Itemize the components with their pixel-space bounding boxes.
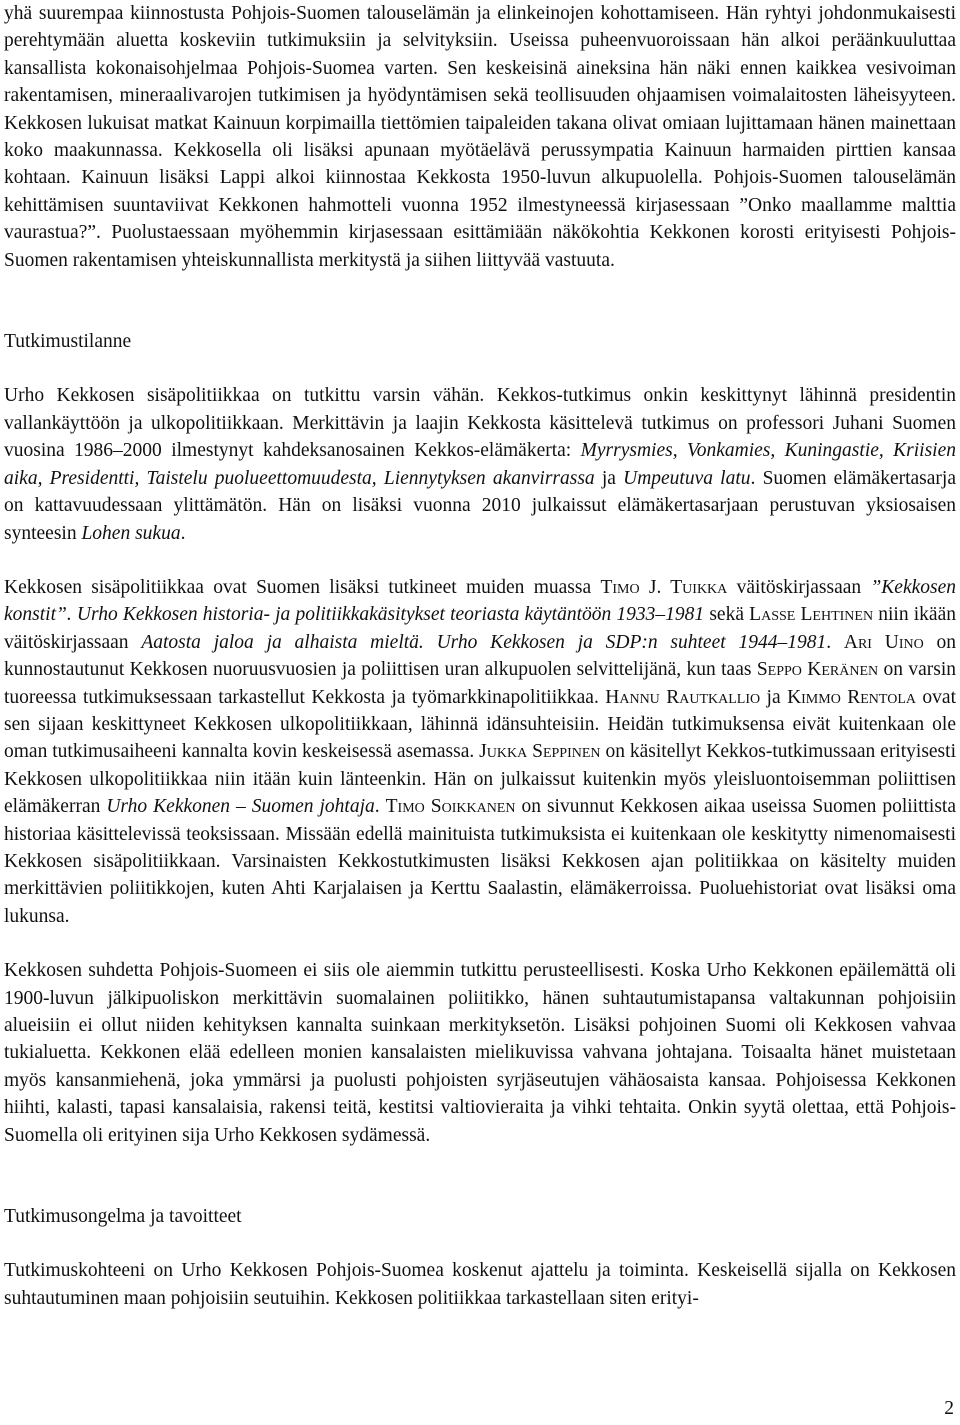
text-run: sekä (704, 604, 750, 626)
author-name: Jukka Seppinen (479, 741, 601, 763)
author-name: Ari Uino (843, 631, 924, 653)
text-run: . (374, 796, 386, 818)
text-run: ja (594, 467, 624, 489)
text-run: Kekkosen sisäpolitiikkaa ovat Suomen lisäksi tutkineet muiden muassa (4, 576, 601, 598)
author-name: Kimmo Rentola (787, 686, 916, 708)
text-run: Urho Kekkosen sisäpolitiikkaa on tutkittu varsin vähän. Kekkos-tutkimus onkin keskittynyt lähinnä presidentin vallankäyttöön ja ulkopolitiikkaan. Merkittävin ja laajin Kekkosta käsittelevä tutkimus on professori Juhani Suomen vuosina 1986–2000 ilmestynyt kahdeksanosainen Kekkos-elämäkerta: (4, 385, 956, 462)
text-run: on varsin tuoreessa tutkimuksessaan tarkastellut Kekkosta ja työmarkkinapolitiikkaa. (4, 659, 957, 708)
paragraph-spacer (4, 930, 956, 957)
paragraph-research-status (4, 382, 956, 546)
text-run: niin ikään väitöskirjassaan (4, 604, 956, 653)
book-title: Umpeutuva latu (623, 467, 751, 489)
text-run: ja (760, 686, 788, 708)
intro-paragraph: yhä suurempaa kiinnostusta Pohjois-Suomen talouselämän ja elinkeinojen kohottamiseen. Hän ryhtyi johdonmukaisesti perehtymään aluetta koskeviin tutkimuksiin ja selvityksiin. Useissa puheenvuoroissaan hän alkoi peräänkuuluttaa kansallista kokonaisohjelmaa Pohjois-Suomea varten. Sen keskeisinä aineksina hän näki ennen kaikkea vesivoiman rakentamisen, mineraalivarojen tutkimisen ja hyödyntämisen sekä teollisuuden ohjaamisen voimalaitosten läheisyyteen. Kekkosen lukuisat matkat Kainuun korpimailla tiettömien taipaleiden takana olivat omiaan lujittamaan hänen mainettaan koko maakunnassa. Kekkosella oli lisäksi apunaan myötäelävä perussympatia Kainuun harmaiden pirttien kansaa kohtaan. Kainuun lisäksi Lappi alkoi kiinnostaa Kekkosta 1950-luvun alkupuolella. Pohjois-Suomen talouselämän kehittämisen suuntaviivat Kekkonen hahmotteli vuonna 1952 ilmestyneessä kirjasessaan ”Onko maallamme malttia vaurastua?”. Puolustaessaan myöhemmin kirjasessaan esittämiään näkökohtia Kekkonen korosti erityisesti Pohjois-Suomen rakentamisen yhteiskunnallista merkitystä ja siihen liittyvää vastuuta. (4, 3, 956, 271)
section-spacer (4, 274, 956, 328)
author-name: Timo J. Tuikka (600, 576, 728, 598)
paragraph-other-researchers (4, 574, 956, 930)
text-run: on käsitellyt Kekkos-tutkimussaan erityisesti Kekkosen ulkopolitiikkaa niin itään kuin länteenkin. Hän on julkaissut kuitenkin myös yleisluontoisemman poliittisen elämäkerran (4, 741, 956, 818)
section-heading-tutkimusongelma: Tutkimusongelma ja tavoitteet (4, 1206, 242, 1228)
author-name: Seppo Keränen (756, 659, 879, 681)
author-name: Timo Soikkanen (385, 796, 516, 818)
text-run: . Suomen elämäkertasarja on kattavuudessaan ylittämätön. Hän on lisäksi vuonna 2010 julkaissut elämäkertasarjaan perustuvan yksiosaisen synteesin (4, 467, 956, 544)
section-spacer (4, 355, 956, 382)
paragraph-spacer (4, 547, 956, 574)
text-run: ovat sen sijaan keskittyneet Kekkosen ulkopolitiikkaan, lähinnä idänsuhteisiin. Heidän tutkimuksensa eivät kuitenkaan ole oman tutkimusaiheeni kannalta kovin keskeisessä asemassa. (4, 686, 957, 763)
section-spacer (4, 1149, 956, 1203)
document-page (4, 0, 956, 1312)
section-spacer (4, 1230, 956, 1257)
book-title: Aatosta jaloa ja alhaista mieltä. Urho Kekkosen ja SDP:n suhteet 1944–1981 (141, 631, 827, 653)
text-run: . (826, 631, 844, 653)
text-run: on sivunnut Kekkosen aikaa useissa Suomen poliittista historiaa käsittelevissä teoksissaan. Missään edellä mainituista tutkimuksista ei kuitenkaan ole keskitytty nimenomaisesti Kekkosen sisäpolitiikkaan. Varsinaisten Kekkostutkimusten lisäksi Kekkosen ajan politiikkaa on käsitelty muiden merkittävien poliitikkojen, kuten Ahti Karjalaisen ja Kerttu Saalastin, elämäkerroissa. Puoluehistoriat ovat lisäksi oma lukunsa. (4, 796, 957, 927)
page-number: 2 (944, 1398, 954, 1419)
book-titles: Myrrysmies, Vonkamies, Kuningastie, Kriisien aika, Presidentti, Taistelu puolueettomuudesta, Liennytyksen akanvirrassa (4, 440, 957, 489)
book-title: ”Kekkosen konstit”. Urho Kekkosen historia- ja politiikkakäsitykset teoriasta käytäntöön 1933–1981 (4, 576, 956, 626)
text-run: väitöskirjassaan (727, 576, 871, 598)
author-name: Hannu Rautkallio (605, 686, 761, 708)
section-heading-tutkimustilanne: Tutkimustilanne (4, 331, 132, 353)
text-run: . (180, 522, 186, 544)
book-title: Urho Kekkonen – Suomen johtaja (106, 796, 375, 818)
book-title: Lohen sukua (81, 522, 181, 544)
author-name: Lasse Lehtinen (749, 604, 874, 626)
text-run: on kunnostautunut Kekkosen nuoruusvuosien ja poliittisen uran alkupuolen selvittelijänä, kun taas (4, 631, 957, 681)
paragraph-north-finland: Kekkosen suhdetta Pohjois-Suomeen ei siis ole aiemmin tutkittu perusteellisesti. Koska Urho Kekkonen epäilemättä oli 1900-luvun jälkipuoliskon merkittävin suomalainen poliitikko, hänen suhtautumistapansa valtakunnan pohjoisiin alueisiin ei ollut niiden kehityksen kannalta suinkaan merkityksetön. Lisäksi pohjoinen Suomi oli Kekkosen vahvaa tukialuetta. Kekkonen elää edelleen monien kansalaisten mielikuvissa vahvana johtajana. Toisaalta hänet muistetaan myös kansanmiehenä, joka ymmärsi ja puolusti pohjoisten syrjäseutujen vähäosaista kansaa. Pohjoisessa Kekkonen hiihti, kalasti, tapasi kansalaisia, rakensi teitä, kestitsi valtiovieraita ja vihki tehtaita. Onkin syytä olettaa, että Pohjois-Suomella oli erityinen sija Urho Kekkosen sydämessä. (4, 960, 956, 1146)
paragraph-research-problem: Tutkimuskohteeni on Urho Kekkosen Pohjois-Suomea koskenut ajattelu ja toiminta. Keskeisellä sijalla on Kekkosen suhtautuminen maan pohjoisiin seutuihin. Kekkosen politiikkaa tarkastellaan siten erityi- (4, 1260, 956, 1309)
